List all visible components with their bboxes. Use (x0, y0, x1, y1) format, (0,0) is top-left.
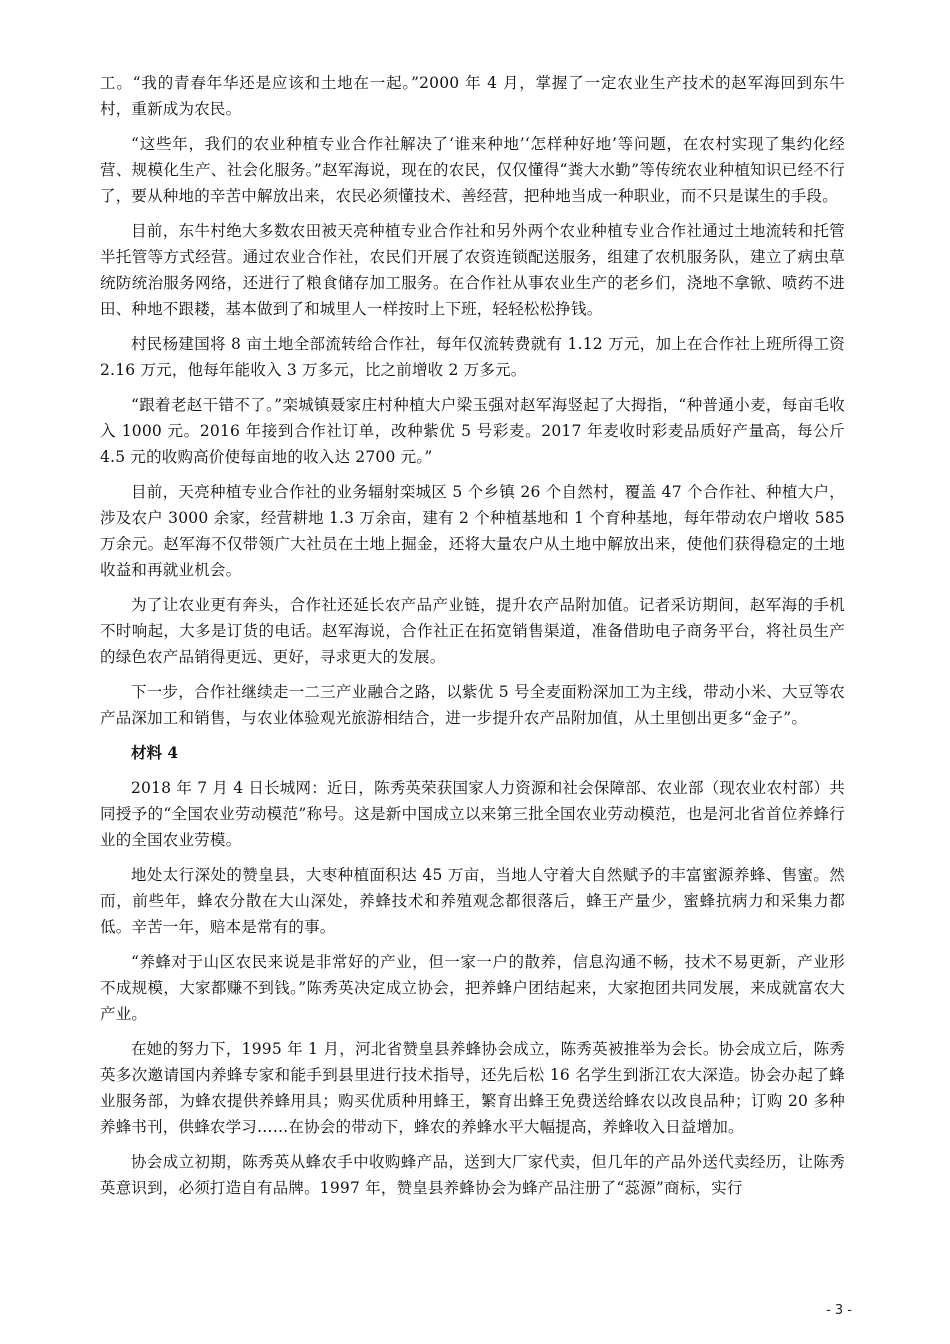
paragraph: 2018 年 7 月 4 日长城网：近日，陈秀英荣获国家人力资源和社会保障部、农业部（现农业农村部）共同授予的“全国农业劳动模范”称号。这是新中国成立以来第三批全国农业劳动模范，也是河北省首位养蜂行业的全国农业劳模。 (100, 779, 846, 849)
paragraph: 为了让农业更有奔头，合作社还延长农产品产业链，提升农产品附加值。记者采访期间，赵军海的手机不时响起，大多是订货的电话。赵军海说，合作社正在拓宽销售渠道，准备借助电子商务平台，将社员生产的绿色农产品销得更远、更好，寻求更大的发展。 (100, 596, 845, 666)
paragraph: 工。“我的青春年华还是应该和土地在一起。”2000 年 4 月，掌握了一定农业生产技术的赵军海回到东牛村，重新成为农民。 (100, 74, 845, 118)
paragraph: 目前，天亮种植专业合作社的业务辐射栾城区 5 个乡镇 26 个自然村，覆盖 47 个合作社、种植大户，涉及农户 3000 余家，经营耕地 1.3 万余亩，建有 2 个种植基地和 1 个育种基地，每年带动农户增收 585 万余元。赵军海不仅带领广大社员在土地上掘金，还将大量农户从土地中解放出来，使他们获得稳定的土地收益和再就业机会。 (100, 483, 845, 579)
paragraph: 地处太行深处的赞皇县，大枣种植面积达 45 万亩，当地人守着大自然赋予的丰富蜜源养蜂、售蜜。然而，前些年，蜂农分散在大山深处，养蜂技术和养殖观念都很落后，蜂王产量少，蜜蜂抗病力和采集力都低。辛苦一年，赔本是常有的事。 (100, 866, 845, 936)
document-body (100, 70, 845, 1210)
paragraph: 协会成立初期，陈秀英从蜂农手中收购蜂产品，送到大厂家代卖，但几年的产品外送代卖经历，让陈秀英意识到，必须打造自有品牌。1997 年，赞皇县养蜂协会为蜂产品注册了“蕊源”商标，实行 (100, 1153, 845, 1197)
paragraph: “跟着老赵干错不了。”栾城镇聂家庄村种植大户梁玉强对赵军海竖起了大拇指，“种普通小麦，每亩毛收入 1000 元。2016 年接到合作社订单，改种紫优 5 号彩麦。2017 年麦收时彩麦品质好产量高，每公斤 4.5 元的收购高价使每亩地的收入达 2700 元。” (100, 396, 845, 466)
paragraph: 在她的努力下，1995 年 1 月，河北省赞皇县养蜂协会成立，陈秀英被推举为会长。协会成立后，陈秀英多次邀请国内养蜂专家和能手到县里进行技术指导，还先后松 16 名学生到浙江农大深造。协会办起了蜂业服务部，为蜂农提供养蜂用具；购买优质种用蜂王，繁育出蜂王免费送给蜂农以改良品种；订购 20 多种养蜂书刊，供蜂农学习……在协会的带动下，蜂农的养蜂水平大幅提高，养蜂收入日益增加。 (100, 1040, 845, 1136)
paragraph: 目前，东牛村绝大多数农田被天亮种植专业合作社和另外两个农业种植专业合作社通过土地流转和托管半托管等方式经营。通过农业合作社，农民们开展了农资连锁配送服务，组建了农机服务队，建立了病虫草统防统治服务网络，还进行了粮食储存加工服务。在合作社从事农业生产的老乡们，浇地不拿锨、喷药不进田、种地不跟耧，基本做到了和城里人一样按时上下班，轻轻松松挣钱。 (100, 222, 845, 318)
paragraph: 村民杨建国将 8 亩土地全部流转给合作社，每年仅流转费就有 1.12 万元，加上在合作社上班所得工资 2.16 万元，他每年能收入 3 万多元，比之前增收 2 万多元。 (100, 335, 845, 379)
section-heading: 材料 4 (131, 743, 179, 762)
paragraph: “这些年，我们的农业种植专业合作社解决了‘谁来种地’‘怎样种好地’等问题，在农村实现了集约化经营、规模化生产、社会化服务。”赵军海说，现在的农民，仅仅懂得“粪大水勤”等传统农业种植知识已经不行了，要从种地的辛苦中解放出来，农民必须懂技术、善经营，把种地当成一种职业，而不只是谋生的手段。 (100, 135, 845, 205)
paragraph: “养蜂对于山区农民来说是非常好的产业，但一家一户的散养，信息沟通不畅，技术不易更新，产业形不成规模，大家都赚不到钱。”陈秀英决定成立协会，把养蜂户团结起来，大家抱团共同发展，来成就富农大产业。 (100, 953, 845, 1023)
page-number: - 3 - (826, 1303, 852, 1318)
paragraph: 下一步，合作社继续走一二三产业融合之路，以紫优 5 号全麦面粉深加工为主线，带动小米、大豆等农产品深加工和销售，与农业体验观光旅游相结合，进一步提升农产品附加值，从土里刨出更多“金子”。 (100, 683, 845, 727)
